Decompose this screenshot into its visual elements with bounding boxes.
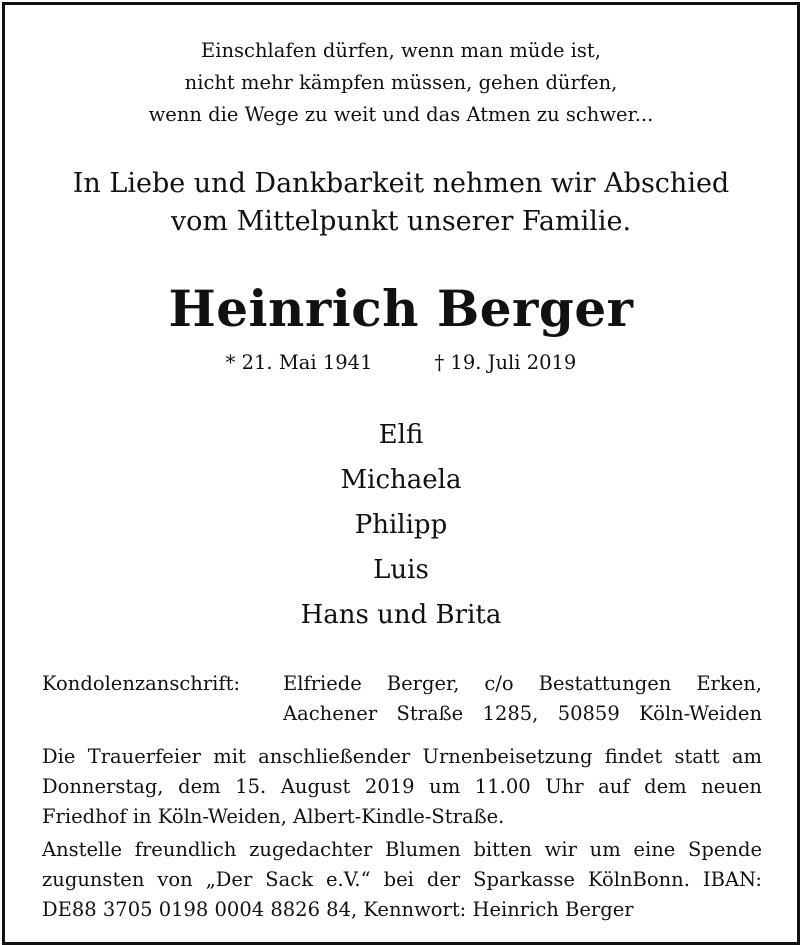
ceremony-line: Donnerstag, dem 15. August 2019 um 11.00 Uhr auf dem neuen — [42, 775, 762, 798]
donation-line: zugunsten von „Der Sack e.V.“ bei der Sparkasse KölnBonn. IBAN: — [42, 868, 762, 891]
condolence-line: Elfriede Berger, c/o Bestattungen Erken, — [283, 672, 762, 695]
birth-date: * 21. Mai 1941 — [225, 351, 373, 374]
death-date: † 19. Juli 2019 — [434, 351, 577, 374]
family-member: Philipp — [354, 510, 448, 540]
intro-text — [5, 165, 797, 241]
poem-line: nicht mehr kämpfen müssen, gehen dürfen, — [184, 71, 618, 94]
life-dates — [5, 349, 797, 377]
ceremony-line: Die Trauerfeier mit anschließender Urnenbeisetzung findet statt am — [42, 745, 762, 768]
condolence-address — [42, 669, 762, 729]
family-member: Luis — [373, 555, 429, 585]
ceremony-paragraph — [42, 742, 762, 832]
deceased-name: Heinrich Berger — [168, 279, 634, 338]
obituary-notice — [2, 2, 800, 945]
family-member: Hans und Brita — [300, 600, 502, 630]
donation-paragraph — [42, 835, 762, 925]
intro-line: vom Mittelpunkt unserer Familie. — [170, 206, 632, 237]
poem-line: wenn die Wege zu weit und das Atmen zu schwer... — [148, 103, 654, 126]
ceremony-line: Friedhof in Köln-Weiden, Albert-Kindle-Straße. — [42, 805, 505, 828]
intro-line: In Liebe und Dankbarkeit nehmen wir Abschied — [72, 168, 730, 199]
donation-line: Anstelle freundlich zugedachter Blumen bitten wir um eine Spende — [42, 838, 762, 861]
condolence-line: Aachener Straße 1285, 50859 Köln-Weiden — [283, 702, 762, 725]
family-member: Michaela — [340, 465, 462, 495]
family-members — [5, 413, 797, 638]
poem — [5, 35, 797, 131]
donation-line: DE88 3705 0198 0004 8826 84, Kennwort: Heinrich Berger — [42, 898, 634, 921]
family-member: Elfi — [378, 420, 424, 450]
poem-line: Einschlafen dürfen, wenn man müde ist, — [201, 39, 601, 62]
condolence-label: Kondolenzanschrift: — [42, 672, 241, 695]
